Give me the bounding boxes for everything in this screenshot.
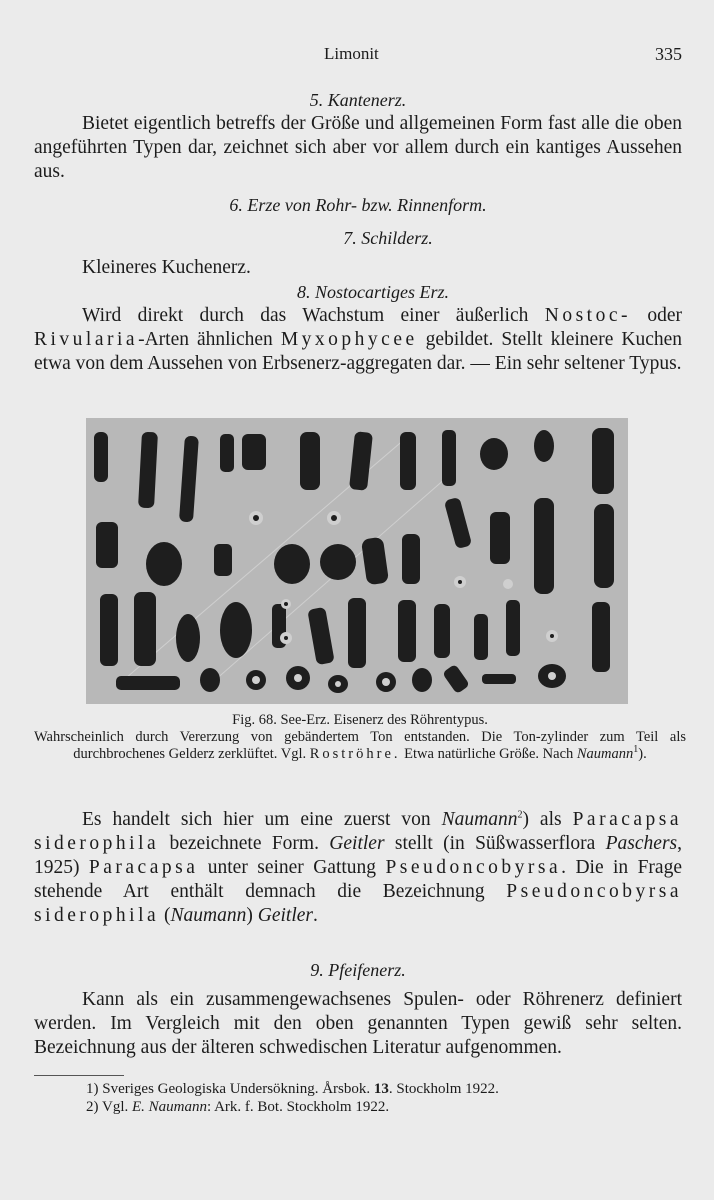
text: bezeichnete Form. — [169, 833, 319, 854]
text: . Stockholm 1922. — [388, 1081, 499, 1097]
section-9 — [34, 958, 682, 1060]
text: Etwa natürliche Größe. Nach — [404, 746, 574, 762]
paragraph: Kann als ein zusammengewachsenes Spulen- oder Röhrenerz definiert werden. Im Vergleich mit den oben genannten Typen gewiß sehr selten. Bezeichnung aus der älteren schwedischen Literatur aufgenommen. — [34, 989, 682, 1058]
section-5 — [34, 88, 682, 184]
text: ) — [246, 905, 253, 926]
paragraph — [34, 304, 682, 376]
paragraph: Kleineres Kuchenerz. — [82, 257, 251, 278]
genus-name: Paracapsa — [88, 857, 199, 878]
text: ). — [638, 746, 647, 762]
taxon-name: Paracapsa siderophila — [34, 809, 683, 854]
paragraph-naumann — [34, 808, 682, 928]
author-name: E. Naumann — [131, 1099, 207, 1115]
taxon-name: Pseudoncobyrsa siderophila — [34, 881, 683, 926]
genus-name: Rivularia — [34, 329, 139, 350]
footnotes — [86, 1080, 666, 1116]
text: . Die in Frage stehende Art enthält demnach die Bezeichnung — [34, 857, 682, 902]
section-heading: 8. Nostocartiges Erz. — [296, 282, 449, 302]
section-heading: 7. Schilderz. — [343, 228, 433, 248]
text: Wird direkt durch das Wachstum einer äußerlich — [82, 305, 529, 326]
footnote-rule — [34, 1075, 124, 1076]
text: Wahrscheinlich durch Vererzung von gebändertem Ton entstanden. Die Ton-zylinder zum Teil als durchbrochenes Gelderz zerklüftet. Vgl. — [34, 729, 686, 762]
section-8 — [34, 280, 682, 376]
section-heading: 9. Pfeifenerz. — [310, 960, 406, 980]
author-name: Naumann — [576, 746, 634, 762]
author-name: Naumann — [170, 905, 247, 926]
text: Vgl. — [101, 1099, 129, 1115]
author-name: Naumann — [441, 809, 518, 830]
genus-name: Nostoc- — [544, 305, 631, 326]
page-number: 335 — [655, 44, 682, 64]
footnote-mark: 1) — [86, 1081, 99, 1097]
section-6 — [34, 193, 682, 217]
taxon-name: Myxophycee — [280, 329, 418, 350]
figure-caption — [34, 712, 686, 763]
footnote-ref: 1 — [633, 744, 639, 756]
section-heading: 5. Kantenerz. — [309, 90, 407, 110]
text: -Arten ähnlichen — [138, 329, 273, 350]
running-head — [0, 44, 714, 68]
genus-name: Pseudoncobyrsa — [385, 857, 562, 878]
section-heading: 6. Erze von Rohr- bzw. Rinnenform. — [229, 195, 487, 215]
caption-title: Fig. 68. See-Erz. Eisenerz des Röhrentypus. — [232, 712, 488, 728]
text: ( — [164, 905, 171, 926]
section-7 — [34, 226, 682, 280]
text: gebildet. Stellt kleinere Kuchen etwa von dem Aussehen von Erbsenerz-aggregaten dar. — Ein sehr seltener Typus. — [34, 329, 683, 374]
paragraph: Bietet eigentlich betreffs der Größe und allgemeinen Form fast alle die oben angeführten Typen dar, zeichnet sich aber vor allem durch ein kantiges Aussehen aus. — [34, 113, 682, 182]
text: Es handelt sich hier um eine zuerst von — [82, 809, 431, 830]
footnote-mark: 2) — [86, 1099, 99, 1115]
footnote — [86, 1098, 666, 1116]
footnote — [86, 1080, 666, 1098]
text: stellt (in Süßwasserflora — [394, 833, 596, 854]
text: Sveriges Geologiska Undersökning. Årsbok. — [102, 1081, 371, 1097]
paragraph — [34, 808, 682, 928]
author-name: Geitler — [257, 905, 313, 926]
text: : Ark. f. Bot. Stockholm 1922. — [206, 1099, 390, 1115]
text: Roströhre. — [309, 746, 401, 762]
text: . — [312, 905, 318, 926]
running-title: Limonit — [324, 44, 379, 63]
ore-specimens-photo — [86, 418, 628, 704]
text: oder — [647, 305, 683, 326]
text: ) als — [522, 809, 562, 830]
volume-number: 13 — [373, 1081, 389, 1097]
author-name: Paschers — [605, 833, 678, 854]
footnote-ref: 2 — [517, 809, 523, 821]
caption-body — [34, 729, 686, 763]
text: unter seiner Gattung — [207, 857, 377, 878]
text: , 1925) — [34, 833, 683, 878]
author-name: Geitler — [329, 833, 385, 854]
figure-photo — [86, 418, 628, 704]
